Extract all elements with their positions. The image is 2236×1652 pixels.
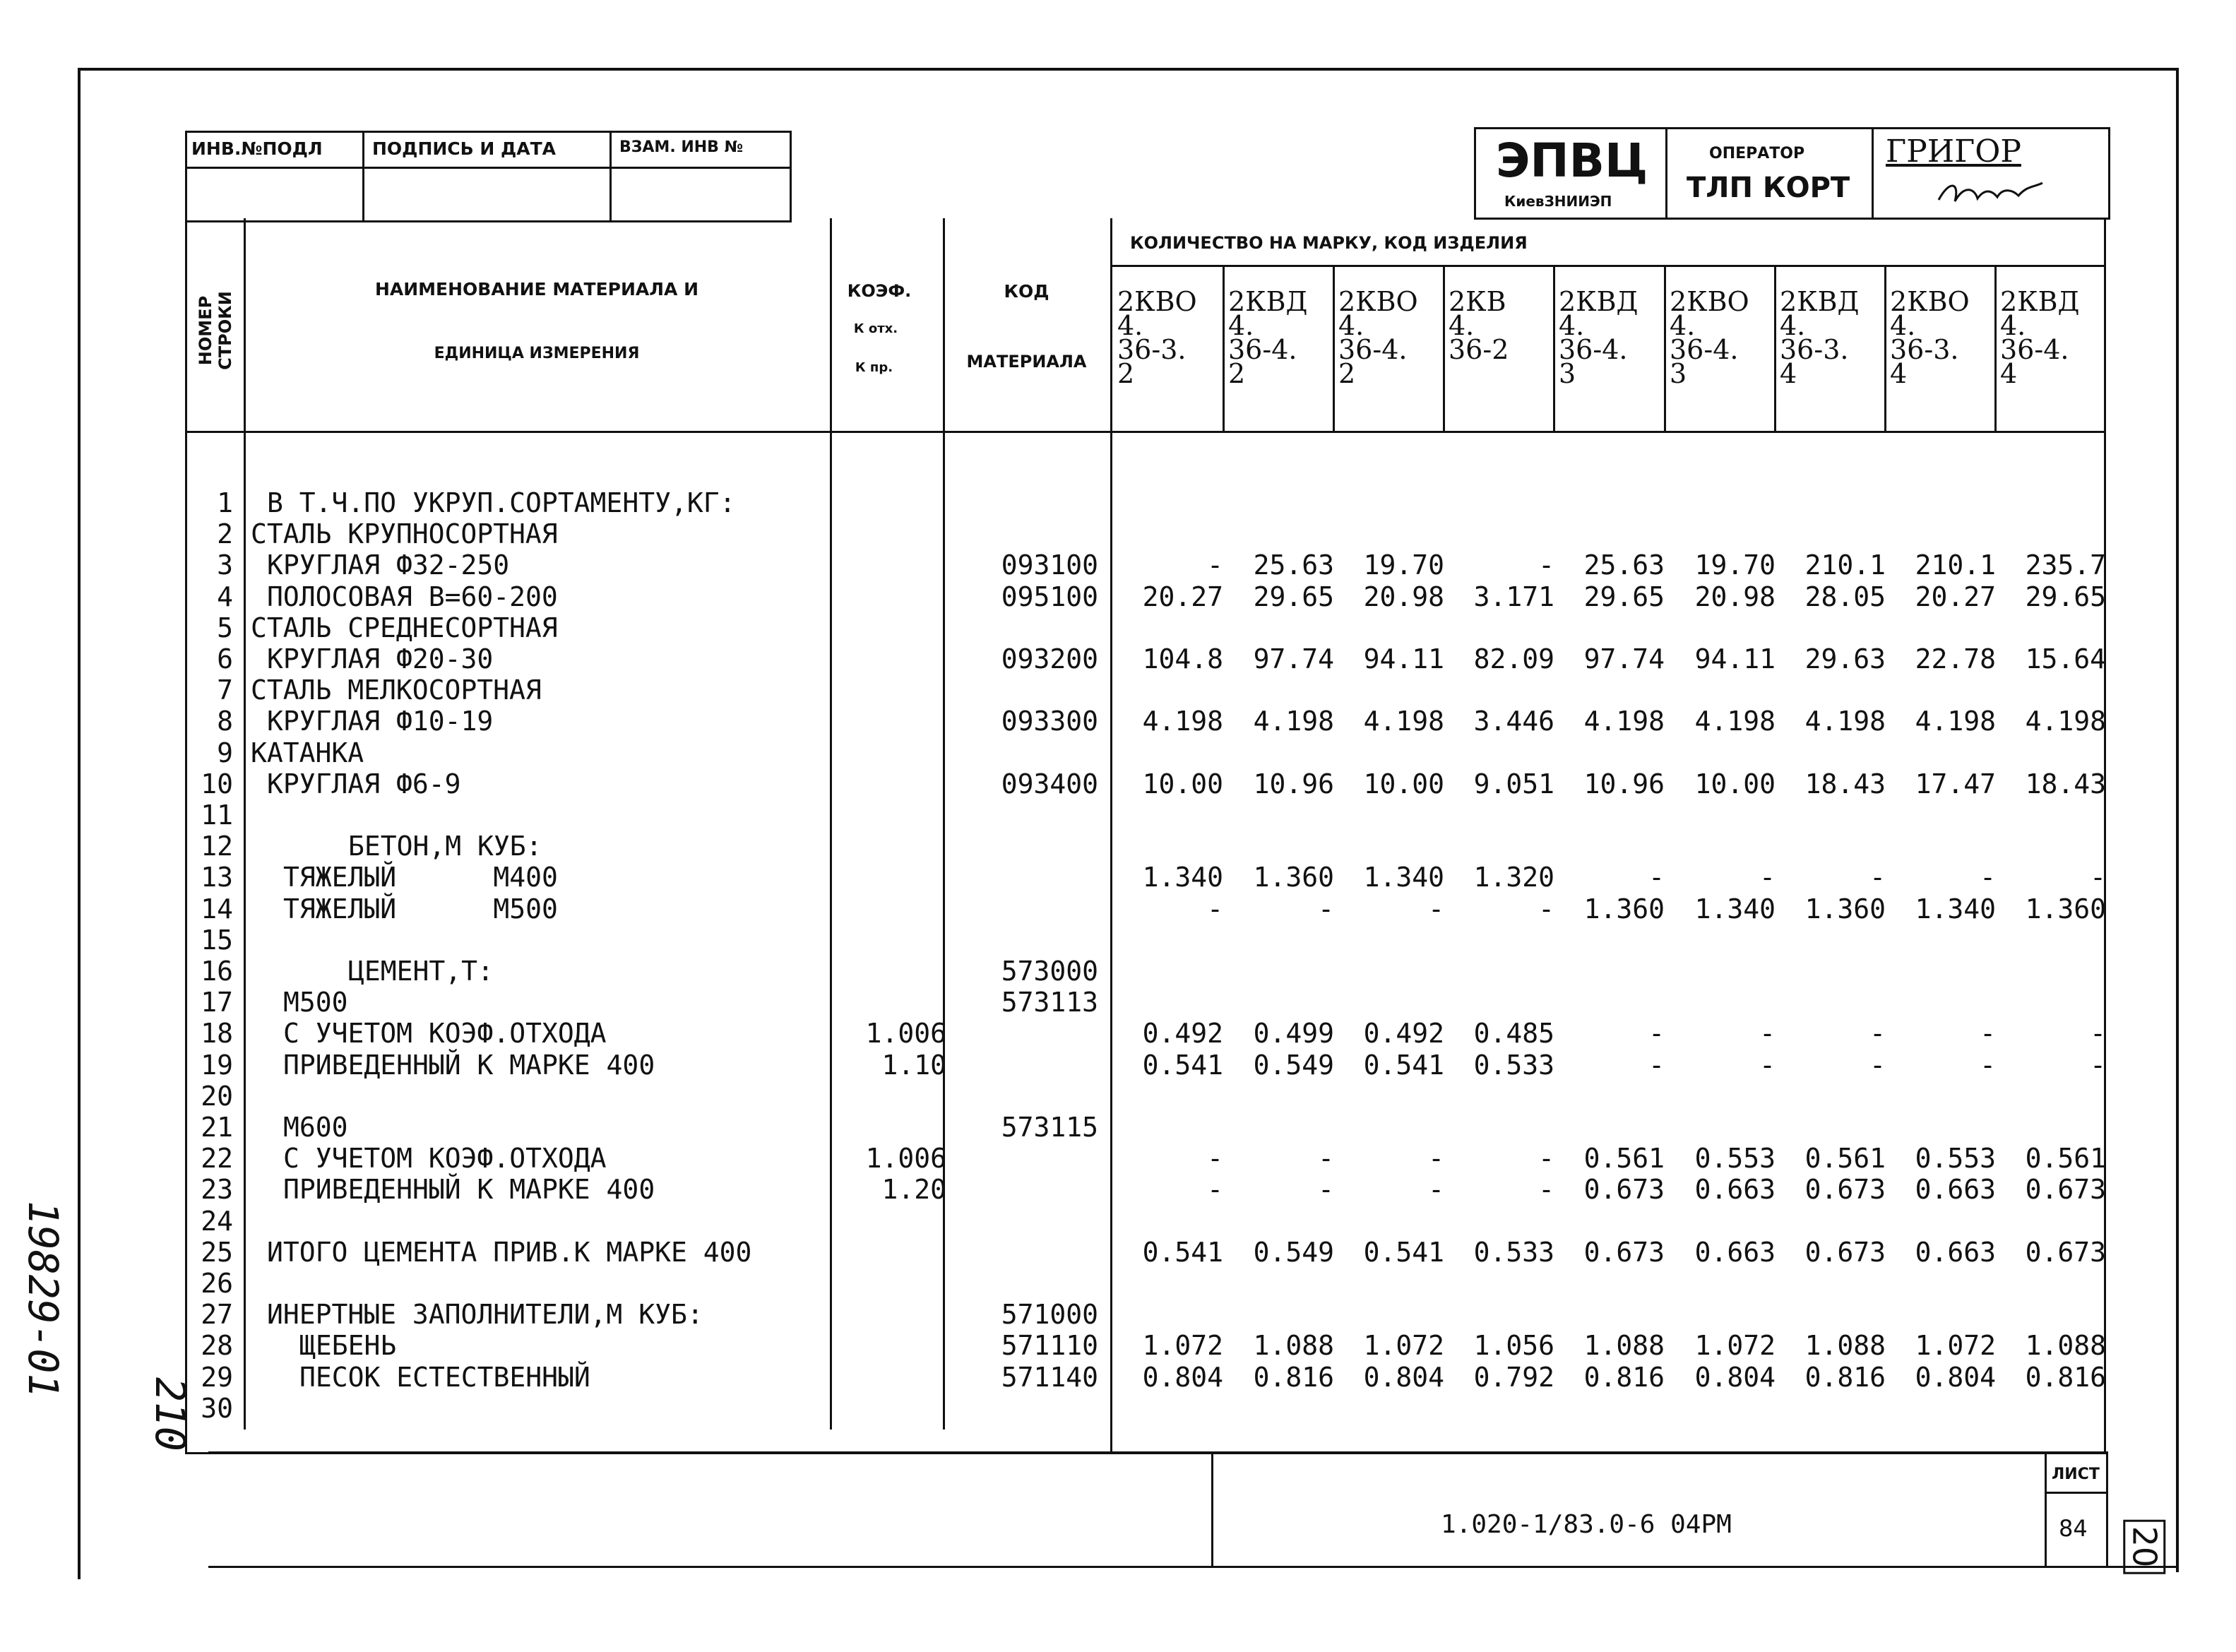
material-name: ПЕСОК ЕСТЕСТВЕННЫЙ (299, 1361, 590, 1393)
quantity-value: 0.804 (1142, 1361, 1223, 1393)
quantity-value: - (1428, 1174, 1444, 1206)
row-number: 26 (201, 1268, 233, 1299)
quantity-value: 0.673 (1804, 1174, 1886, 1206)
quantity-value: - (1538, 549, 1554, 581)
quantity-value: 210.1 (1915, 549, 1996, 581)
quantity-value: 1.360 (1804, 893, 1886, 925)
quantity-value: 20.27 (1142, 581, 1223, 612)
row-number: 5 (217, 612, 233, 643)
quantity-value: - (1207, 1143, 1223, 1175)
quantity-value: 15.64 (2025, 643, 2106, 675)
quantity-value: - (1318, 893, 1334, 925)
row-number: 13 (201, 862, 233, 893)
quantity-value: 29.65 (1583, 581, 1665, 612)
quantity-value: 1.072 (1363, 1330, 1444, 1362)
quantity-value: 10.00 (1694, 768, 1776, 800)
quantity-value: 4.198 (1142, 706, 1223, 737)
code-header-line2: МАТЕРИАЛА (966, 352, 1087, 372)
quantity-value: 235.7 (2025, 549, 2106, 581)
product-code-header: 2КВД 4. 36-4. 2 (1228, 286, 1308, 389)
product-column-divider (1994, 267, 1997, 431)
material-name: КРУГЛАЯ Ф10-19 (267, 706, 494, 737)
coef-header-line1: КОЭФ. (847, 281, 912, 301)
material-name: СТАЛЬ СРЕДНЕСОРТНАЯ (251, 612, 558, 643)
org-name: ЭПВЦ (1496, 133, 1648, 188)
row-number: 30 (201, 1392, 233, 1424)
coefficient: 1.006 (865, 1018, 946, 1050)
material-code: 093300 (1001, 706, 1098, 737)
quantity-value: 4.198 (1804, 706, 1886, 737)
quantity-value: 1.088 (1583, 1330, 1665, 1362)
stamp-replace-inv-label: ВЗАМ. ИНВ № (619, 138, 744, 156)
quantity-value: 97.74 (1583, 643, 1665, 675)
quantity-value: 210.1 (1804, 549, 1886, 581)
quantity-value: - (1318, 1143, 1334, 1175)
row-number: 7 (217, 675, 233, 706)
quantity-value: 97.74 (1253, 643, 1334, 675)
material-name: СТАЛЬ МЕЛКОСОРТНАЯ (251, 675, 542, 706)
material-code: 093100 (1001, 549, 1098, 581)
quantity-value: 0.541 (1142, 1236, 1223, 1268)
margin-inventory-number: 19829-01 (19, 1201, 67, 1398)
quantity-value: - (1980, 1018, 1996, 1050)
product-column-divider (1884, 267, 1886, 431)
quantity-value: 28.05 (1804, 581, 1886, 612)
quantity-value: 82.09 (1473, 643, 1554, 675)
quantity-value: 0.485 (1473, 1018, 1554, 1050)
row-number: 17 (201, 987, 233, 1018)
quantity-value: 0.673 (2025, 1236, 2106, 1268)
code-header-line1: КОД (1004, 281, 1049, 302)
material-name: ИТОГО ЦЕМЕНТА ПРИВ.К МАРКЕ 400 (267, 1236, 752, 1268)
quantity-value: - (1759, 862, 1776, 893)
sheet-label: ЛИСТ (2052, 1466, 2100, 1483)
row-number: 4 (217, 581, 233, 612)
material-name: СТАЛЬ КРУПНОСОРТНАЯ (251, 518, 558, 550)
quantity-value: 1.088 (1253, 1330, 1334, 1362)
coefficient: 1.006 (865, 1143, 946, 1175)
quantity-value: 0.549 (1253, 1049, 1334, 1081)
quantity-value: - (1869, 1049, 1886, 1081)
row-number: 16 (201, 956, 233, 987)
material-name: КРУГЛАЯ Ф20-30 (267, 643, 494, 675)
quantity-value: 0.561 (1804, 1143, 1886, 1175)
margin-page-number: 210 (146, 1377, 194, 1451)
quantity-value: 1.340 (1142, 862, 1223, 893)
operator-label: ОПЕРАТОР (1709, 145, 1805, 162)
quantity-value: 0.816 (2025, 1361, 2106, 1393)
quantity-value: 0.561 (1583, 1143, 1665, 1175)
material-name: ЦЕМЕНТ,Т: (348, 956, 494, 987)
row-number: 1 (217, 487, 233, 518)
coef-header-line3: К пр. (855, 360, 893, 375)
quantity-value: 19.70 (1363, 549, 1444, 581)
quantity-value: 29.65 (1253, 581, 1334, 612)
material-name: С УЧЕТОМ КОЭФ.ОТХОДА (283, 1143, 607, 1175)
quantity-value: 4.198 (2025, 706, 2106, 737)
quantity-value: - (1648, 1018, 1665, 1050)
quantity-value: - (2090, 1018, 2106, 1050)
quantity-value: 0.663 (1915, 1174, 1996, 1206)
quantity-value: 1.360 (2025, 893, 2106, 925)
quantity-value: 1.088 (2025, 1330, 2106, 1362)
quantity-value: - (1759, 1018, 1776, 1050)
product-code-header: 2КВД 4. 36-4. 3 (1559, 286, 1639, 389)
quantity-value: 0.499 (1253, 1018, 1334, 1050)
material-code: 571110 (1001, 1330, 1098, 1362)
quantity-value: 20.27 (1915, 581, 1996, 612)
quantity-value: 0.673 (1583, 1174, 1665, 1206)
quantity-value: 3.171 (1473, 581, 1554, 612)
sheet-number: 84 (2059, 1515, 2088, 1542)
quantity-value: - (2090, 862, 2106, 893)
quantity-value: 17.47 (1915, 768, 1996, 800)
quantity-value: 1.360 (1253, 862, 1334, 893)
coef-header-line2: К отх. (853, 321, 898, 336)
coefficient: 1.20 (881, 1174, 946, 1206)
quantity-value: - (1869, 1018, 1886, 1050)
quantity-value: 0.492 (1142, 1018, 1223, 1050)
quantity-value: - (1980, 862, 1996, 893)
quantity-value: 0.541 (1363, 1236, 1444, 1268)
quantity-value: 0.663 (1694, 1174, 1776, 1206)
material-code: 571140 (1001, 1361, 1098, 1393)
row-number: 21 (201, 1112, 233, 1143)
name-header-line1: НАИМЕНОВАНИЕ МАТЕРИАЛА И (374, 279, 699, 299)
row-number: 20 (201, 1080, 233, 1112)
quantity-value: 4.198 (1583, 706, 1665, 737)
quantity-value: 0.533 (1473, 1049, 1554, 1081)
material-code: 093400 (1001, 768, 1098, 800)
quantity-value: - (1428, 1143, 1444, 1175)
quantity-value: 3.446 (1473, 706, 1554, 737)
quantity-value: 4.198 (1253, 706, 1334, 737)
quantity-value: 1.072 (1142, 1330, 1223, 1362)
quantity-value: 29.65 (2025, 581, 2106, 612)
material-name: ТЯЖЕЛЫЙ М500 (283, 893, 558, 925)
row-number: 29 (201, 1361, 233, 1393)
quantity-value: 9.051 (1473, 768, 1554, 800)
quantity-value: 0.663 (1694, 1236, 1776, 1268)
quantity-value: 25.63 (1583, 549, 1665, 581)
material-name: ЩЕБЕНЬ (299, 1330, 397, 1362)
product-code-header: 2КВО 4. 36-3. 2 (1117, 286, 1197, 389)
name-header-line2: ЕДИНИЦА ИЗМЕРЕНИЯ (434, 345, 640, 362)
quantity-value: 4.198 (1363, 706, 1444, 737)
inventory-stamp (185, 131, 792, 222)
operator-surname: ГРИГОР (1886, 133, 2021, 170)
material-name: М500 (283, 987, 348, 1018)
frame-top-line (78, 68, 2179, 71)
quantity-value: 0.549 (1253, 1236, 1334, 1268)
stamp-inv-no-label: ИНВ.№ПОДЛ (191, 138, 323, 159)
product-code-header: 2КВО 4. 36-4. 2 (1338, 286, 1418, 389)
side-page-number: 20 (2123, 1520, 2165, 1574)
material-name: С УЧЕТОМ КОЭФ.ОТХОДА (283, 1018, 607, 1050)
quantity-value: - (1538, 1174, 1554, 1206)
product-code-header: 2КВО 4. 36-4. 3 (1670, 286, 1749, 389)
quantity-value: 1.072 (1694, 1330, 1776, 1362)
row-number: 15 (201, 924, 233, 956)
quantity-value: 4.198 (1694, 706, 1776, 737)
quantity-value: 1.072 (1915, 1330, 1996, 1362)
quantity-value: 94.11 (1694, 643, 1776, 675)
product-column-divider (1223, 267, 1225, 431)
quantity-value: 0.492 (1363, 1018, 1444, 1050)
quantity-value: - (1648, 1049, 1665, 1081)
frame-left-line (78, 68, 81, 1579)
quantity-value: 0.816 (1583, 1361, 1665, 1393)
quantity-value: - (1980, 1049, 1996, 1081)
quantity-value: - (1869, 862, 1886, 893)
product-code-header: 2КВД 4. 36-3. 4 (1780, 286, 1860, 389)
material-name: ПРИВЕДЕННЫЙ К МАРКЕ 400 (283, 1174, 655, 1206)
document-code: 1.020-1/83.0-6 04РМ (1441, 1510, 1732, 1539)
material-name: ТЯЖЕЛЫЙ М400 (283, 862, 558, 893)
row-number: 19 (201, 1049, 233, 1081)
row-number: 23 (201, 1174, 233, 1206)
quantity-value: 19.70 (1694, 549, 1776, 581)
quantity-value: 10.00 (1363, 768, 1444, 800)
operator-signature (1935, 173, 2048, 208)
material-code: 095100 (1001, 581, 1098, 612)
material-code: 573113 (1001, 987, 1098, 1018)
quantity-value: 0.553 (1694, 1143, 1776, 1175)
quantity-value: 0.792 (1473, 1361, 1554, 1393)
operator-stamp (1474, 127, 2110, 220)
material-name: КАТАНКА (251, 737, 364, 768)
quantity-value: - (1207, 1174, 1223, 1206)
row-number-header: НОМЕР СТРОКИ (196, 291, 235, 370)
quantity-value: 18.43 (1804, 768, 1886, 800)
material-name: КРУГЛАЯ Ф32-250 (267, 549, 510, 581)
quantity-value: - (1759, 1049, 1776, 1081)
stamp-signature-date-label: ПОДПИСЬ И ДАТА (372, 138, 557, 159)
product-column-divider (1664, 267, 1666, 431)
quantity-value: 1.340 (1363, 862, 1444, 893)
quantity-value: - (1648, 862, 1665, 893)
quantity-value: 94.11 (1363, 643, 1444, 675)
material-name: ПРИВЕДЕННЫЙ К МАРКЕ 400 (283, 1049, 655, 1081)
product-code-header: 2КВД 4. 36-4. 4 (2000, 286, 2080, 389)
row-number: 12 (201, 831, 233, 862)
quantity-value: 0.561 (2025, 1143, 2106, 1175)
quantity-value: 0.673 (2025, 1174, 2106, 1206)
material-name: В Т.Ч.ПО УКРУП.СОРТАМЕНТУ,КГ: (267, 487, 736, 518)
quantity-value: 1.320 (1473, 862, 1554, 893)
material-code: 573000 (1001, 956, 1098, 987)
quantity-value: 1.088 (1804, 1330, 1886, 1362)
material-name: М600 (283, 1112, 348, 1143)
row-number: 6 (217, 643, 233, 675)
material-name: КРУГЛАЯ Ф6-9 (267, 768, 461, 800)
operator-value: ТЛП КОРТ (1687, 172, 1850, 204)
quantity-value: - (1538, 1143, 1554, 1175)
product-column-divider (1774, 267, 1776, 431)
quantity-value: 0.541 (1363, 1049, 1444, 1081)
quantity-value: 25.63 (1253, 549, 1334, 581)
row-number: 11 (201, 800, 233, 831)
quantity-value: - (2090, 1049, 2106, 1081)
quantity-value: 22.78 (1915, 643, 1996, 675)
quantity-value: 0.816 (1253, 1361, 1334, 1393)
material-name: ПОЛОСОВАЯ В=60-200 (267, 581, 558, 612)
frame-right-line (2176, 68, 2179, 1572)
row-number: 8 (217, 706, 233, 737)
quantity-value: 0.804 (1694, 1361, 1776, 1393)
row-number: 9 (217, 737, 233, 768)
quantity-value: 10.00 (1142, 768, 1223, 800)
product-code-header: 2КВО 4. 36-3. 4 (1890, 286, 1970, 389)
quantity-value: 0.804 (1363, 1361, 1444, 1393)
quantity-value: 29.63 (1804, 643, 1886, 675)
quantity-value: 1.056 (1473, 1330, 1554, 1362)
quantity-value: 0.673 (1583, 1236, 1665, 1268)
material-code: 571000 (1001, 1299, 1098, 1331)
product-column-divider (1553, 267, 1555, 431)
quantity-value: - (1207, 549, 1223, 581)
quantity-value: 4.198 (1915, 706, 1996, 737)
quantity-value: 1.360 (1583, 893, 1665, 925)
material-code: 093200 (1001, 643, 1098, 675)
row-number: 2 (217, 518, 233, 550)
quantity-value: 0.673 (1804, 1236, 1886, 1268)
row-number: 10 (201, 768, 233, 800)
quantity-value: 20.98 (1694, 581, 1776, 612)
material-code: 573115 (1001, 1112, 1098, 1143)
quantity-value: 0.804 (1915, 1361, 1996, 1393)
product-column-divider (1333, 267, 1335, 431)
coefficient: 1.10 (881, 1049, 946, 1081)
quantity-value: 0.553 (1915, 1143, 1996, 1175)
row-number: 24 (201, 1205, 233, 1237)
row-number: 14 (201, 893, 233, 925)
quantity-value: - (1318, 1174, 1334, 1206)
row-number: 3 (217, 549, 233, 581)
quantity-value: 0.541 (1142, 1049, 1223, 1081)
quantity-header: КОЛИЧЕСТВО НА МАРКУ, КОД ИЗДЕЛИЯ (1130, 233, 1528, 253)
quantity-value: 1.340 (1694, 893, 1776, 925)
quantity-value: 20.98 (1363, 581, 1444, 612)
product-code-header: 2КВ 4. 36-2 (1449, 286, 1509, 365)
quantity-value: 10.96 (1253, 768, 1334, 800)
quantity-value: - (1538, 893, 1554, 925)
material-name: БЕТОН,М КУБ: (348, 831, 542, 862)
quantity-value: - (1428, 893, 1444, 925)
row-number: 27 (201, 1299, 233, 1331)
org-sub: КиевЗНИИЭП (1504, 193, 1612, 210)
quantity-value: 0.816 (1804, 1361, 1886, 1393)
quantity-value: - (1207, 893, 1223, 925)
quantity-value: 104.8 (1142, 643, 1223, 675)
row-number: 25 (201, 1236, 233, 1268)
quantity-value: 10.96 (1583, 768, 1665, 800)
row-number: 22 (201, 1143, 233, 1175)
product-column-divider (1443, 267, 1445, 431)
material-name: ИНЕРТНЫЕ ЗАПОЛНИТЕЛИ,М КУБ: (267, 1299, 703, 1331)
quantity-value: 0.663 (1915, 1236, 1996, 1268)
quantity-value: 1.340 (1915, 893, 1996, 925)
quantity-value: 0.533 (1473, 1236, 1554, 1268)
row-number: 18 (201, 1018, 233, 1050)
row-number: 28 (201, 1330, 233, 1362)
quantity-value: 18.43 (2025, 768, 2106, 800)
